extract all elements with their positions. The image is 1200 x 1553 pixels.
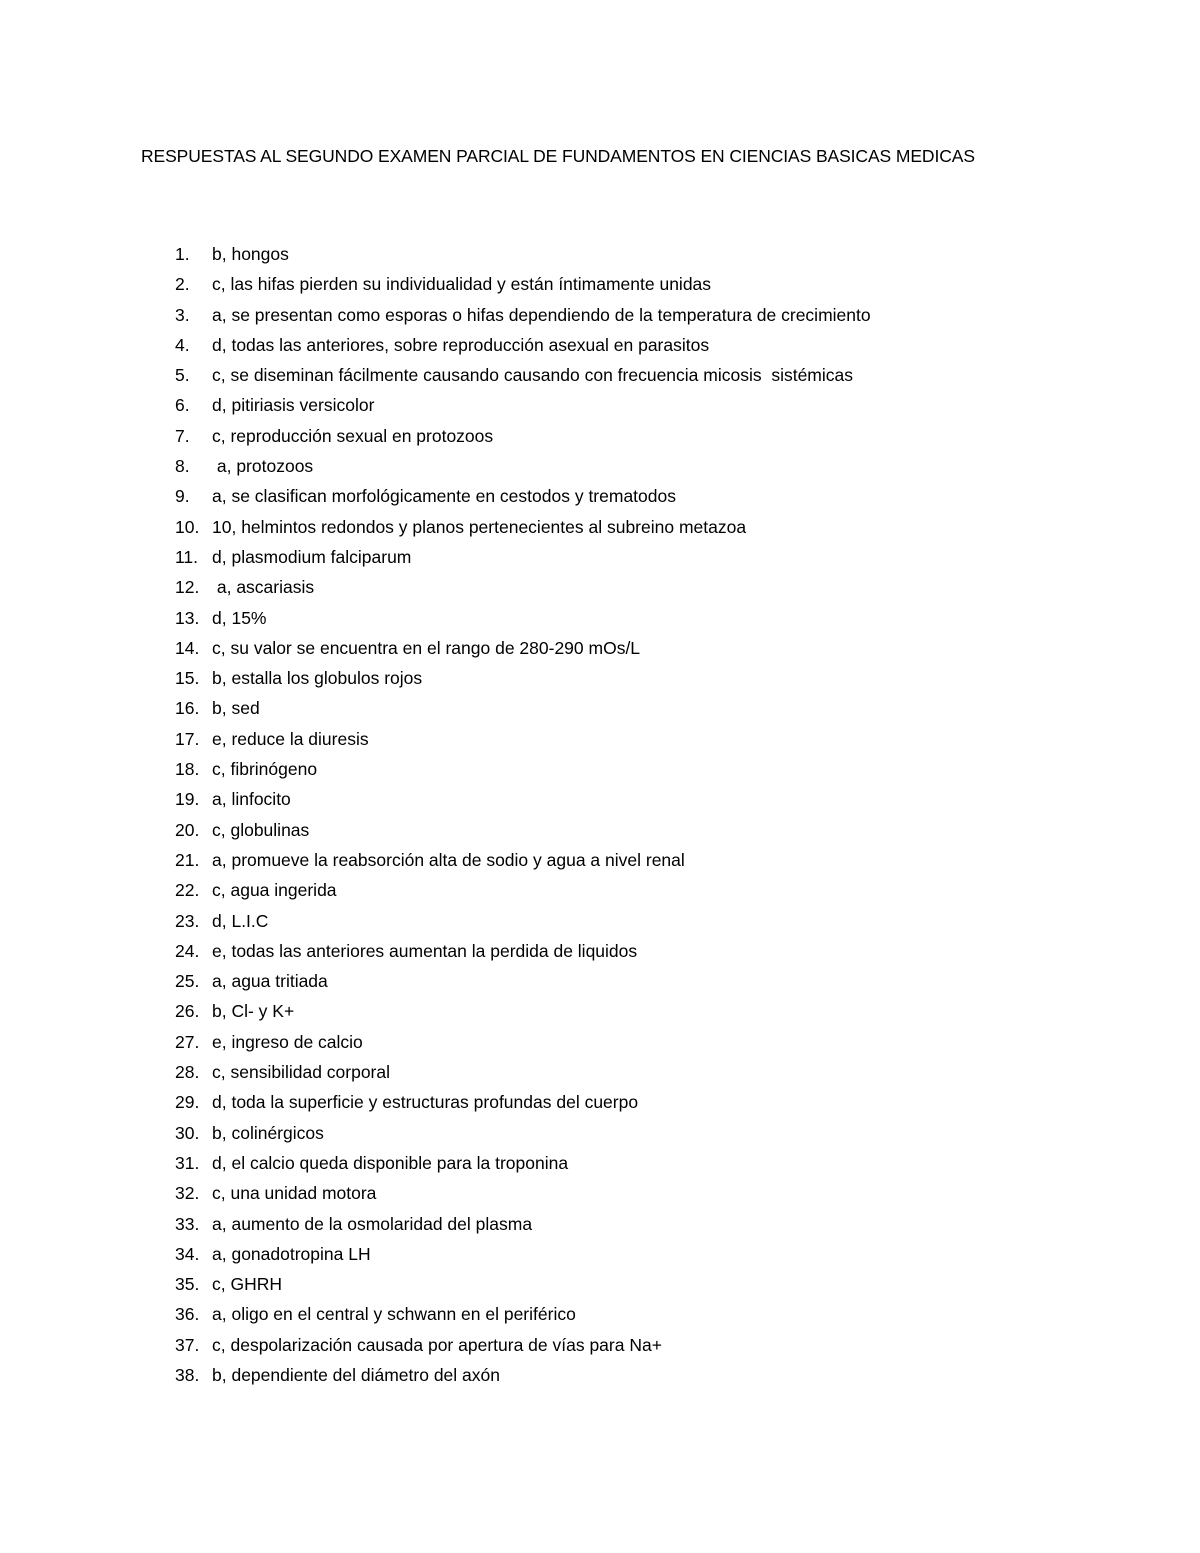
answer-text: c, las hifas pierden su individualidad y están íntimamente unidas: [212, 274, 712, 295]
answer-number: 21.: [175, 849, 200, 870]
answer-text: d, L.I.C: [212, 910, 269, 931]
answer-number: 20.: [175, 819, 200, 840]
answer-text: a, aumento de la osmolaridad del plasma: [212, 1213, 533, 1234]
answer-text: c, fibrinógeno: [212, 759, 318, 780]
answer-number: 38.: [175, 1364, 200, 1385]
answer-number: 15.: [175, 668, 200, 689]
answer-text: d, todas las anteriores, sobre reproducción asexual en parasitos: [212, 334, 710, 355]
answer-number: 19.: [175, 789, 200, 810]
answer-number: 10.: [175, 516, 200, 537]
answer-text: a, ascariasis: [212, 577, 315, 598]
answer-text: b, Cl- y K+: [212, 1001, 295, 1022]
document-title: RESPUESTAS AL SEGUNDO EXAMEN PARCIAL DE FUNDAMENTOS EN CIENCIAS BASICAS MEDICAS: [141, 146, 975, 166]
answer-number: 31.: [175, 1152, 200, 1173]
answer-text: c, reproducción sexual en protozoos: [212, 425, 494, 446]
answer-text: b, sed: [212, 698, 260, 719]
answer-text: a, protozoos: [212, 456, 314, 477]
answer-text: c, se diseminan fácilmente causando causando con frecuencia micosis sistémicas: [212, 365, 854, 386]
answer-number: 34.: [175, 1243, 200, 1264]
answer-number: 30.: [175, 1122, 200, 1143]
answer-number: 17.: [175, 728, 200, 749]
answer-text: b, dependiente del diámetro del axón: [212, 1364, 500, 1385]
answer-text: a, se clasifican morfológicamente en cestodos y trematodos: [212, 486, 676, 507]
answer-number: 37.: [175, 1334, 200, 1355]
answer-number: 4.: [175, 334, 190, 355]
answer-text: d, plasmodium falciparum: [212, 546, 412, 567]
answer-text: c, globulinas: [212, 819, 310, 840]
answer-number: 13.: [175, 607, 200, 628]
answer-text: a, gonadotropina LH: [212, 1243, 371, 1264]
answer-number: 1.: [175, 244, 190, 264]
answer-text: b, estalla los globulos rojos: [212, 668, 423, 689]
answer-number: 27.: [175, 1031, 200, 1052]
answer-number: 6.: [175, 395, 190, 416]
answer-text: c, despolarización causada por apertura de vías para Na+: [212, 1334, 662, 1355]
answer-text: a, promueve la reabsorción alta de sodio y agua a nivel renal: [212, 849, 685, 870]
answer-text: 10, helmintos redondos y planos pertenecientes al subreino metazoa: [212, 516, 747, 537]
answer-number: 18.: [175, 759, 200, 780]
answer-number: 3.: [175, 304, 190, 325]
answer-text: a, linfocito: [212, 789, 291, 810]
answer-number: 11.: [175, 546, 199, 567]
answer-text: c, su valor se encuentra en el rango de 280-290 mOs/L: [212, 637, 641, 658]
answer-number: 25.: [175, 971, 200, 992]
answer-text: e, todas las anteriores aumentan la perdida de liquidos: [212, 940, 638, 961]
answer-number: 5.: [175, 365, 190, 386]
answer-number: 35.: [175, 1274, 200, 1295]
answer-number: 22.: [175, 880, 200, 901]
answer-text: d, el calcio queda disponible para la troponina: [212, 1152, 569, 1173]
answer-text: a, oligo en el central y schwann en el periférico: [212, 1304, 576, 1325]
answer-number: 26.: [175, 1001, 200, 1022]
answer-number: 23.: [175, 910, 200, 931]
answer-text: c, agua ingerida: [212, 880, 337, 901]
answer-number: 9.: [175, 486, 190, 507]
answer-number: 24.: [175, 940, 200, 961]
answer-number: 7.: [175, 425, 190, 446]
answer-text: a, agua tritiada: [212, 971, 328, 992]
answer-number: 14.: [175, 637, 200, 658]
answer-text: d, toda la superficie y estructuras profundas del cuerpo: [212, 1092, 639, 1113]
answer-text: c, una unidad motora: [212, 1183, 377, 1204]
answer-text: d, 15%: [212, 607, 267, 628]
answer-text: e, reduce la diuresis: [212, 728, 369, 749]
answer-number: 28.: [175, 1062, 200, 1083]
answer-text: e, ingreso de calcio: [212, 1031, 363, 1052]
answer-text: b, colinérgicos: [212, 1122, 324, 1143]
answer-number: 2.: [175, 274, 190, 295]
answer-number: 8.: [175, 456, 190, 477]
answer-text: b, hongos: [212, 244, 289, 264]
answer-number: 32.: [175, 1183, 200, 1204]
answer-text: d, pitiriasis versicolor: [212, 395, 375, 416]
answer-number: 36.: [175, 1304, 200, 1325]
answer-text: c, sensibilidad corporal: [212, 1062, 391, 1083]
answer-number: 12.: [175, 577, 200, 598]
answer-text: a, se presentan como esporas o hifas dependiendo de la temperatura de crecimiento: [212, 304, 871, 325]
answer-number: 29.: [175, 1092, 200, 1113]
answer-text: c, GHRH: [212, 1274, 282, 1295]
answer-number: 33.: [175, 1213, 200, 1234]
answer-number: 16.: [175, 698, 200, 719]
